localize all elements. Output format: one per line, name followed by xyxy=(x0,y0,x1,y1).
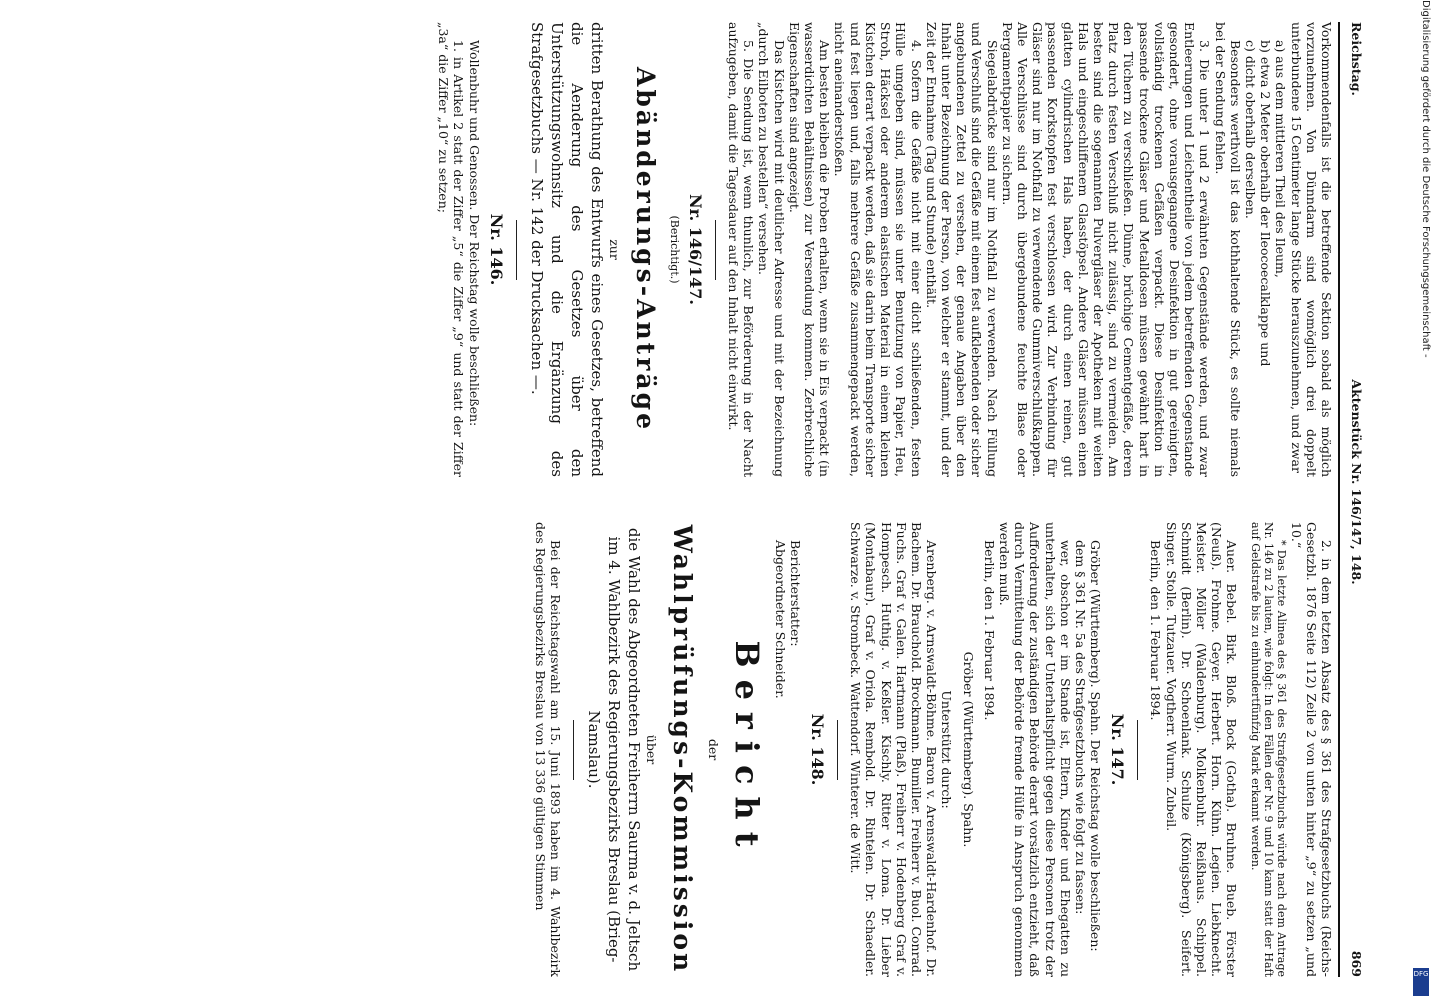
paragraph-note: Besonders werthvoll ist das kothhaltende Stück, es sollte niemals bei der Sendung fehlen. xyxy=(1212,22,1243,477)
supported-by-label: Unterstützt durch: xyxy=(939,690,955,809)
page-header xyxy=(1342,22,1364,977)
paragraph-4: 4. Sofern die Gefäße nicht mit einer dicht schließenden, festen Hülle umgeben sind, müssen sie unter Benutzung von Papier, Heu, Stroh, Häcksel oder anderem elastischen Material in einem kleinen Kistchen derart verpackt werden, daß sie darin beim Transporte sicher und fest liegen und, falls mehrere Gefäße zusammengepackt werden, nicht aneinanderstoßen. xyxy=(832,22,924,477)
header-rule xyxy=(1338,22,1340,977)
signers: Gröber (Württemberg). Spahn. xyxy=(960,651,976,848)
page-number: 869 xyxy=(1349,950,1364,977)
motion-proposer: Gröber (Württemberg). Spahn. Der Reichstag wolle beschließen: xyxy=(1088,540,1104,952)
paragraph-4b: Am besten bleiben die Proben erhalten, wenn sie in Eis verpackt (in wasserdichten Behältnissen) zur Versendung kommen. Zerbrechliche Eigenschaften sind angezeigt. xyxy=(786,22,833,477)
right-column xyxy=(533,522,1334,977)
document-number: Nr. 148. xyxy=(807,713,827,786)
motion-subject: dritten Berathung des Entwurfs eines Gesetzes, betreffend die Aenderung des Gesetzes über den Unterstützungswohnsitz und die Ergänzung des Strafgesetzbuchs — Nr. 142 der Drucksachen —. xyxy=(527,22,606,477)
section-divider xyxy=(837,720,838,780)
section-divider xyxy=(573,720,574,780)
document-number: Nr. 146/147. xyxy=(685,194,705,305)
section-divider xyxy=(1137,720,1138,780)
ueber-label: über xyxy=(644,734,660,765)
report-text: Bei der Reichstagswahl am 15. Juni 1893 haben im 4. Wahlbezirk des Regierungsbezirks Breslau von 13 336 gültigen Stimmen xyxy=(532,522,564,977)
place-date: Berlin, den 1. Februar 1894. xyxy=(981,540,997,721)
rapporteur-label: Berichterstatter: xyxy=(787,540,803,647)
section-divider xyxy=(516,220,517,280)
signatories-list: Auer. Bebel. Birk. Bloß. Bock (Gotha). Bruhne. Bueb. Förster (Neuß). Frohme. Geyer. Herbert. Horn. Kühn. Legien. Liebknecht. Meister. Möller (Waldenburg). Molkenbuhr. Reißhaus. Schippel. Schmidt (Berlin). Dr. Schoenlank. Schulze (Königsberg). Seifert. Singer. Stolle. Tutzauer. Vogtherr. Wurm. Zubeil. xyxy=(1163,522,1240,977)
footnote: * Das letzte Alinea des § 361 des Strafgesetzbuchs würde nach dem Antrage Nr. 146 zu 2 lauten, wie folgt: In den Fällen der Nr. 9 und 10 kann statt der Haft auf Geldstrafe bis zu einhundertfünfzig Mark erkannt werden. xyxy=(1249,522,1289,977)
list-item-c: c) dicht oberhalb derselben. xyxy=(1242,40,1258,219)
motion-text: wer, obschon er im Stande ist, Eltern, Kinder und Ehegatten zu unterhalten, sich der Unterhaltspflicht gegen diese Personen trotz der Aufforderung der zuständigen Behörde derart vorsätzlich entzieht, daß durch Vermittelung der Behörde fremde Hülfe in Anspruch genommen werden muß. xyxy=(996,522,1073,977)
paragraph-4c: Das Kistchen wird mit deutlicher Adresse und mit der Bezeichnung „durch Eilboten zu bestellen“ versehen. xyxy=(756,22,787,477)
list-item-a: a) aus dem mittleren Theil des Ileum, xyxy=(1273,40,1289,278)
paragraph-intro: Vorkommendenfalls ist die betreffende Sektion sobald als möglich vorzunehmen. Von Dünndarm sind womöglich drei doppelt unterbundene 15 Centimeter lange Stücke herauszunehmen, und zwar xyxy=(1288,22,1334,477)
left-column xyxy=(436,22,1334,477)
digitization-credit: Digitalisierung gefördert durch die Deutsche Forschungsgemeinschaft - xyxy=(1420,0,1431,358)
motion-text: dem § 361 Nr. 5a des Strafgesetzbuchs wie folgt zu fassen: xyxy=(1072,540,1088,915)
der-label: der xyxy=(705,738,721,761)
report-title: Bericht xyxy=(727,640,766,859)
motion-item-1: 1. in Artikel 2 statt der Ziffer „5“ die Ziffer „9“ und statt der Ziffer „3a“ die Ziffer „10“ zu setzen; xyxy=(436,22,467,477)
motion-title: Abänderungs-Anträge xyxy=(630,67,660,432)
paragraph-5: 5. Die Sendung ist, wenn thunlich, zur Beförderung in der Nacht aufzugeben, damit die Tagesdauer auf den Inhalt nicht einwirkt. xyxy=(726,22,757,477)
commission-title: Wahlprüfungs-Kommission xyxy=(668,524,698,975)
dfg-logo-icon: DFG xyxy=(1413,968,1429,996)
paragraph-3: 3. Die unter 1 und 2 erwähnten Gegenstände werden, und zwar Entleerungen und Leichentheile von jedem betreffenden Gegenstande gesondert, ohne vorausgegangene Desinfektion in gut gereinigten, vollständig trockenen Gefäßen verpackt. Diese Desinfektion in passende trockene Gläser und Metalldosen müssen gewähnt hart in den Tüchern zu verschließen. Dünne, brüchige Cementgefäße, deren Platz durch festen Verschluß nicht zulässig, sind zu vermeiden. Am besten sind die sogenannten Pulvergläser der Apotheken mit weiten Hals und eingeschliffenem Glasstöpsel. Andere Gläser müssen einen glatten cylindrischen Hals haben, der durch einen reinen, gut passenden Korkstopfen fest verschlossen wird. Zur Verbindung für Gläser sind nur im Nothfall zu verwendende Gummiverschlußkappen. Alle Verschlüsse sind durch übergebundene feuchte Blase oder Pergamentpapier zu sichern. xyxy=(999,22,1213,477)
motion-item-2: 2. in dem letzten Absatz des § 361 des Strafgesetzbuchs (Reichs-Gesetzbl. 1876 Seite 112) Zeile 2 von unten hinter „9“ zu setzen „und 10.“ xyxy=(1288,522,1334,977)
spacer xyxy=(1239,522,1249,977)
zur-label: zur xyxy=(606,239,622,260)
header-left: Reichstag. xyxy=(1349,22,1364,96)
document-number: Nr. 146. xyxy=(486,213,506,286)
header-center: Aktenstück Nr. 146/147, 148. xyxy=(1349,379,1364,585)
report-subject: die Wahl des Abgeordneten Freiherrn Saurma v. d. Jeltsch im 4. Wahlbezirk des Regierungsbezirks Breslau (Brieg-Namslau). xyxy=(585,527,644,972)
rapporteur-name: Abgeordneter Schneider. xyxy=(772,540,788,699)
supporters-list: Arenberg. v. Arnswaldt-Böhme. Baron v. Arenswaldt-Hardenhof. Dr. Bachem. Dr. Brauchold. Brockmann. Bumiller. Freiherr v. Buol. Conrad. Fuchs. Graf v. Galen. Hartmann (Plaß). Freiherr v. Hodenberg Graf v. Hompesch. Huthig. v. Keßler. Kischly. Ritter v. Loma. Dr. Lieber (Montabaur). Graf v. Oriola. Rembold. Dr. Rintelen. Dr. Schaedler. Schwarze. v. Strombeck. Wattendorf. Winterer. de Witt. xyxy=(848,522,940,977)
section-divider xyxy=(715,220,716,280)
document-number: Nr. 147. xyxy=(1108,713,1128,786)
motion-proposer: Wollenbuhr und Genossen. Der Reichstag wolle beschließen: xyxy=(466,40,482,427)
paragraph-3b: Siegelabdrücke sind nur im Nothfall zu verwenden. Nach Füllung und Verschluß sind die Gefäße mit einem fest aufklebenden oder sicher angebundenen Zettel zu versehen, der genaue Angaben über den Inhalt unter Bezeichnung der Person, von welcher er stammt, und der Zeit der Entnahme (Tag und Stunde) enthält. xyxy=(923,22,1000,477)
list-item-b: b) etwa 2 Meter oberhalb der Ileocoecalklappe und xyxy=(1258,40,1274,367)
corrected-note: (Berichtigt.) xyxy=(667,215,681,284)
place-date: Berlin, den 1. Februar 1894. xyxy=(1148,540,1164,721)
